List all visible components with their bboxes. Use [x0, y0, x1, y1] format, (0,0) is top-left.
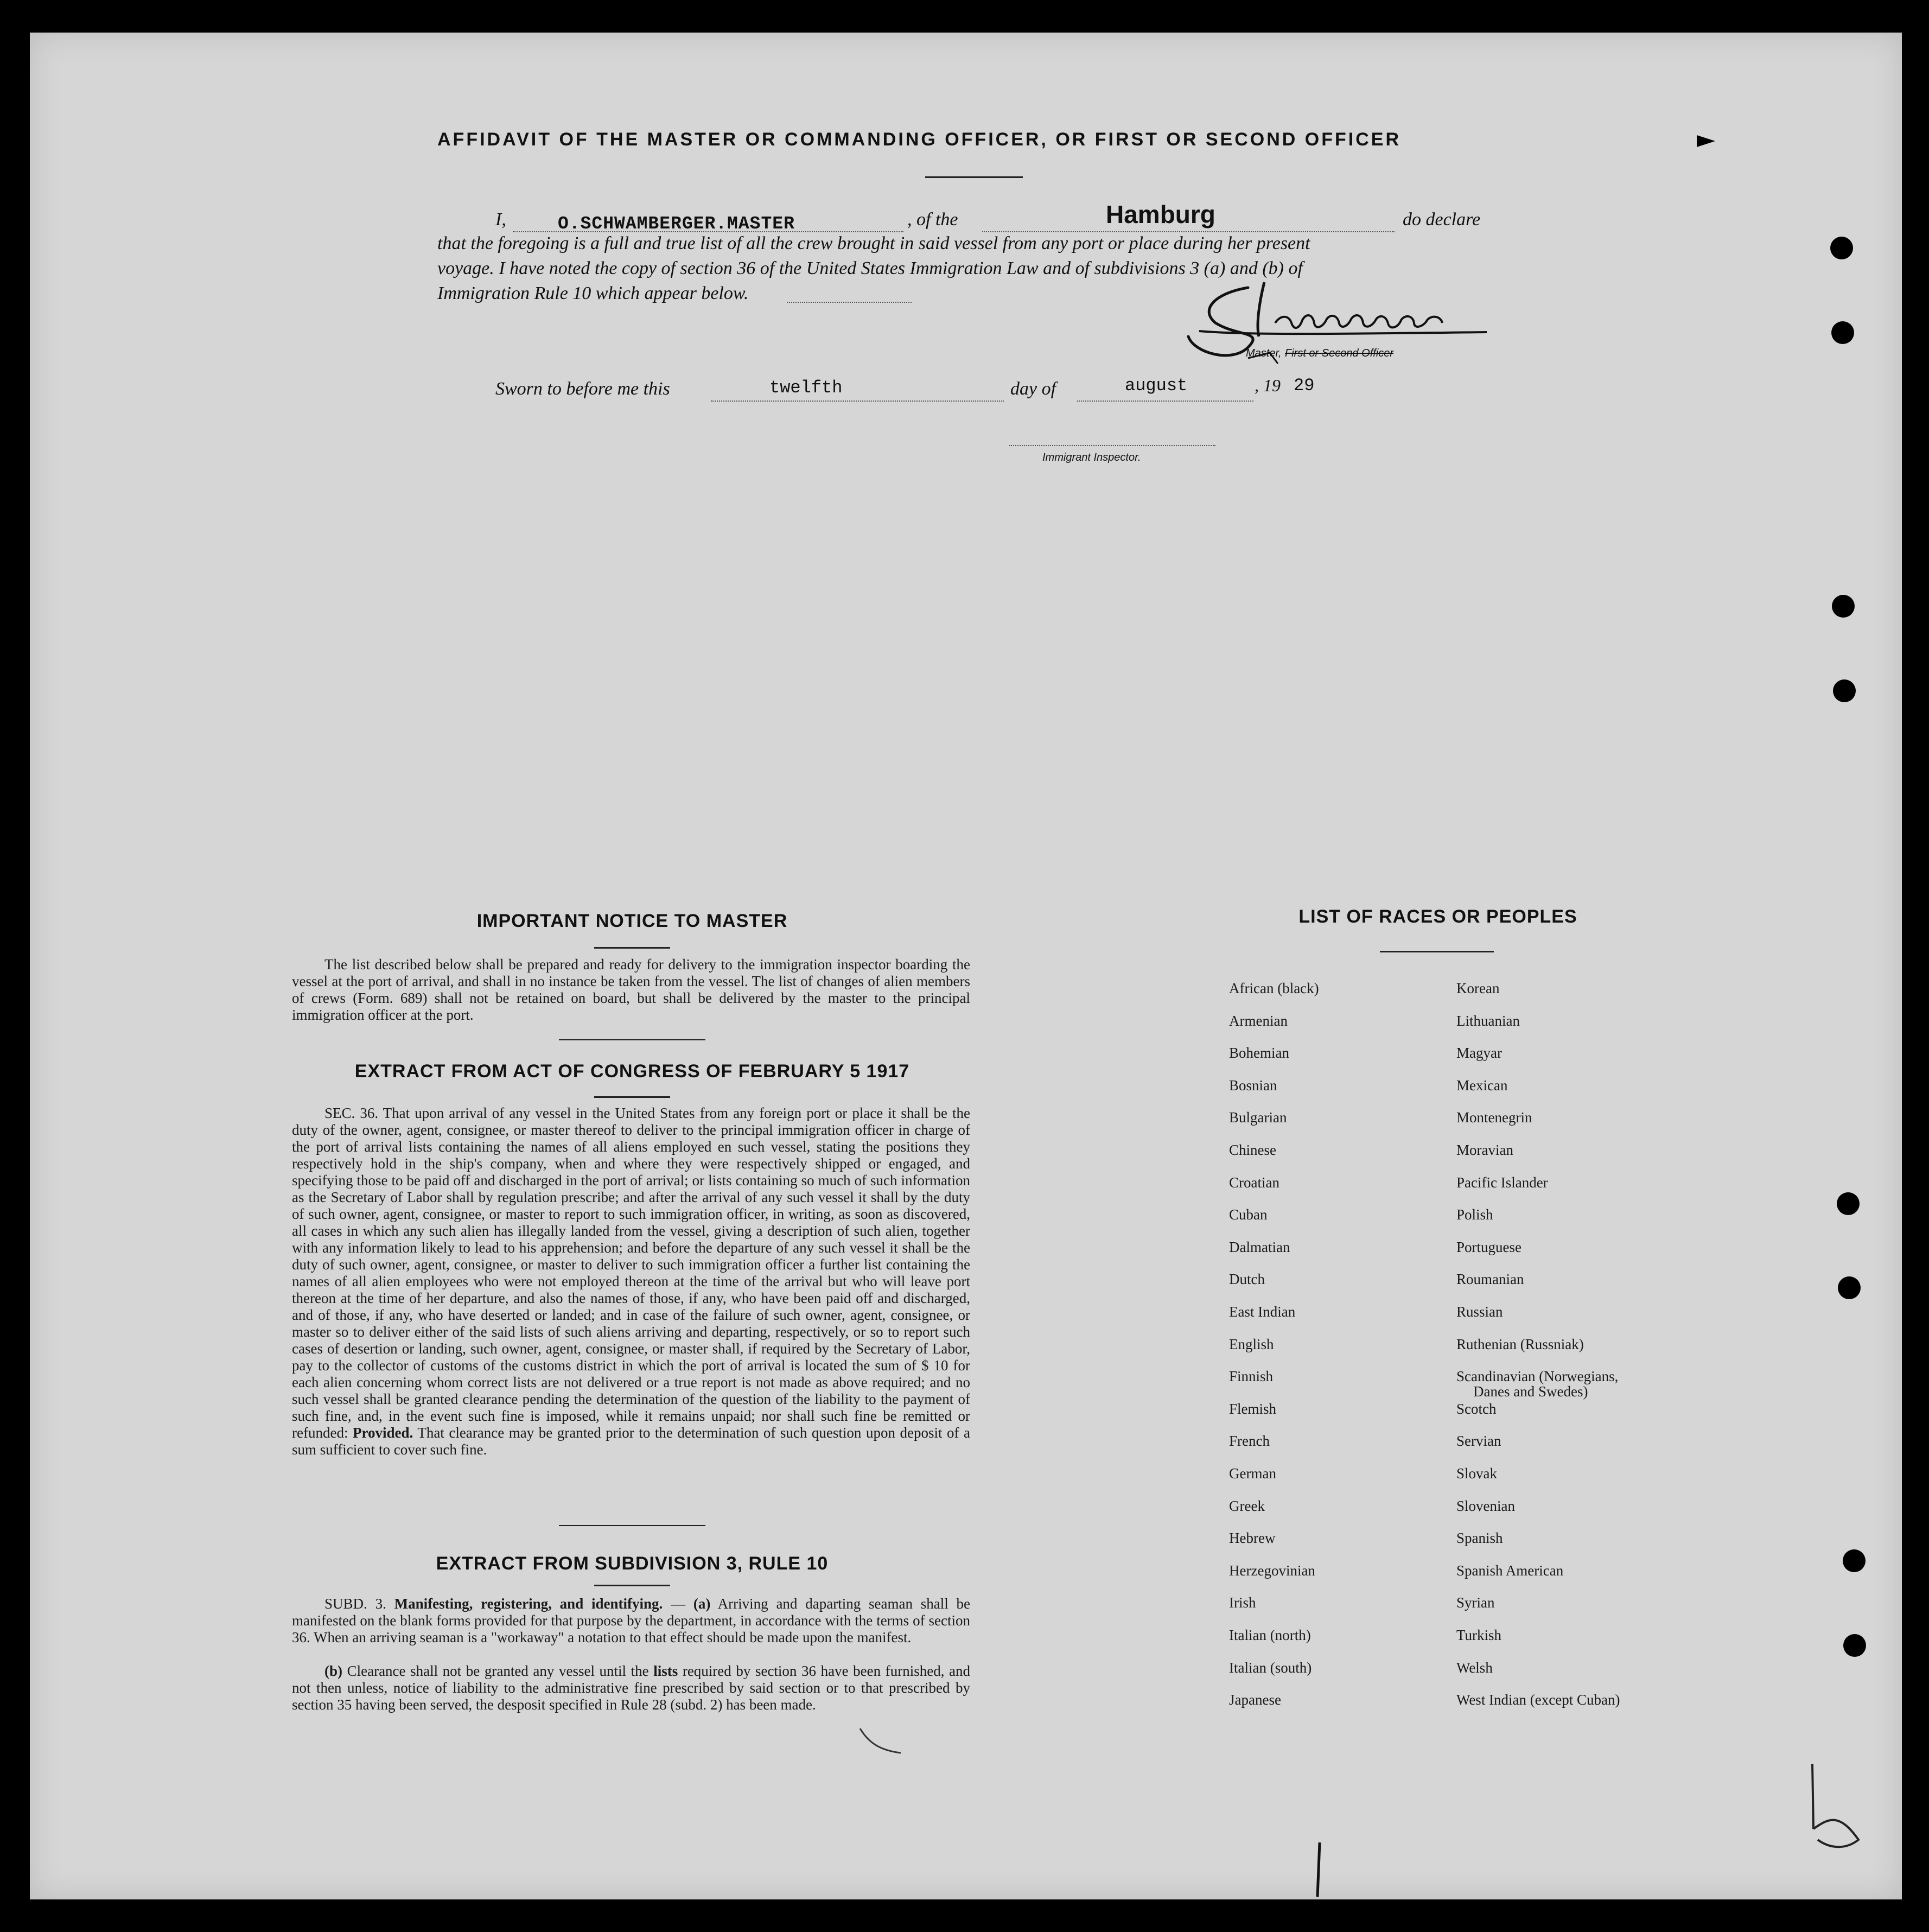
act-divider	[559, 1525, 705, 1526]
subd-dash: —	[671, 1596, 686, 1612]
sworn-month: august	[1125, 376, 1188, 396]
race-item: Hebrew	[1229, 1530, 1276, 1546]
race-item: Magyar	[1456, 1045, 1502, 1061]
subd-b-text-2: required by section 36 have been furnished, and not then unless, notice of liability to the administrative fine prescribed by said section or to that prescribed by section 35 having been served, the desposit specified in Rule 28 (subd. 2) has been made.	[292, 1663, 971, 1713]
subdivision-title: EXTRACT FROM SUBDIVISION 3, RULE 10	[436, 1553, 829, 1574]
race-item: German	[1229, 1465, 1276, 1482]
race-item: African (black)	[1229, 980, 1319, 996]
punch-hole	[1830, 237, 1853, 259]
race-item: Spanish	[1456, 1530, 1503, 1546]
race-item: Dalmatian	[1229, 1239, 1290, 1255]
signature-caption-struck: First or Second Officer	[1285, 347, 1394, 359]
subd-a-label: (a)	[693, 1596, 711, 1612]
subd-a-text: Arriving and daparting seaman shall be manifested on the blank forms provided for that purpose by the department, in accordance with the terms of section 36. When an arriving seaman is a "workaway" a notation to that effect should be made upon the manifest.	[292, 1596, 971, 1645]
race-item: Herzegovinian	[1229, 1562, 1315, 1579]
vessel-name: Hamburg	[1106, 200, 1215, 228]
signature-caption-master: Master,	[1246, 347, 1282, 359]
race-item: English	[1229, 1336, 1274, 1352]
subdivision-a	[292, 1596, 970, 1646]
punch-hole	[1832, 595, 1855, 618]
race-item: Russian	[1456, 1304, 1503, 1320]
day-of-label: day of	[1010, 379, 1056, 399]
subd-heading: Manifesting, registering, and identifying.	[394, 1596, 663, 1612]
inspector-line	[1009, 445, 1215, 446]
race-item: Greek	[1229, 1498, 1265, 1514]
affidavit-line-3: voyage. I have noted the copy of section 36 of the United States Immigration Law and of subdivisions 3 (a) and (b) of	[437, 258, 1303, 278]
race-item: French	[1229, 1433, 1270, 1449]
race-item-continuation: Danes and Swedes)	[1473, 1383, 1588, 1400]
race-item: Mexican	[1456, 1077, 1508, 1094]
subd-b-lists: lists	[653, 1663, 678, 1679]
subdivision-b	[292, 1663, 970, 1713]
punch-hole	[1833, 679, 1856, 702]
act-text	[292, 1105, 970, 1458]
race-item: Croatian	[1229, 1174, 1279, 1191]
affidavit-title: AFFIDAVIT OF THE MASTER OR COMMANDING OFFICER, OR FIRST OR SECOND OFFICER	[437, 129, 1401, 150]
race-item: Irish	[1229, 1594, 1256, 1611]
sworn-month-line	[1077, 401, 1253, 402]
notice-text: The list described below shall be prepared and ready for delivery to the immigration inspector boarding the vessel at the port of arrival, and shall in no instance be taken from the vessel. The list of changes of alien members of crews (Form. 689) shall not be retained on board, but shall be delivered by the master to the principal immigration officer at the port.	[292, 956, 970, 1023]
race-item: Syrian	[1456, 1594, 1495, 1611]
race-item: Korean	[1456, 980, 1500, 996]
sworn-label: Sworn to before me this	[495, 379, 670, 399]
punch-hole	[1838, 1276, 1861, 1299]
act-provided: Provided.	[353, 1425, 413, 1441]
subd-prefix: SUBD. 3.	[324, 1596, 386, 1612]
race-item: Pacific Islander	[1456, 1174, 1548, 1191]
race-item: Ruthenian (Russniak)	[1456, 1336, 1584, 1352]
race-item: Bohemian	[1229, 1045, 1289, 1061]
act-text-end: That clearance may be granted prior to the determination of such question upon deposit of a sum sufficient to cover such fine.	[292, 1425, 971, 1458]
act-text-main: SEC. 36. That upon arrival of any vessel in the United States from any foreign port or place it shall be the duty of the owner, agent, consignee, or master thereof to deliver to the principal immigration officer in charge of the port of arrival lists containing the names of all aliens employed en such vessel, stating the positions they respectively hold in the ship's company, when and where they were respectively shipped or engaged, and specifying those to be paid off and discharged in the port of arrival; or lists containing so much of such information as the Secretary of Labor shall by regulation prescribe; and after the arrival of any such vessel it shall by the duty of such owner, agent, consignee, or master to report to such immigration officer, in writing, as soon as discovered, all cases in which any such alien has illegally landed from the vessel, giving a description of such alien, together with any information likely to lead to his apprehension; and before the departure of any such vessel it shall be the duty of such owner, agent, consignee, or master to deliver to such immigration officer a further list containing the names of all alien employees who were not employed thereon at the time of the arrival but who will leave port thereon at the time of her departure, and also the names of those, if any, who have been paid off and discharged, and of those, if any, who have deserted or landed; and in case of the failure of such owner, agent, consignee, or master so to deliver either of the said lists of such aliens arriving and departing, respectively, or so to report such cases of desertion or landing, such owner, agent, consignee, or master shall, if required by the Secretary of Labor, pay to the collector of customs of the customs district in which the port of arrival is located the sum of $ 10 for each alien concerning whom correct lists are not delivered or a true report is not made as above required; and no such vessel shall be granted clearance pending the determination of the question of the liability to the payment of such fine, and, in the event such fine is imposed, while it remains unpaid; nor shall such fine be remitted or refunded:	[292, 1105, 970, 1441]
sworn-day-line	[711, 401, 1004, 402]
race-item: Armenian	[1229, 1013, 1288, 1029]
affidavit-line-4: Immigration Rule 10 which appear below.	[437, 283, 749, 303]
race-item: West Indian (except Cuban)	[1456, 1692, 1620, 1708]
inspector-caption: Immigrant Inspector.	[1042, 452, 1141, 463]
races-title: LIST OF RACES OR PEOPLES	[1298, 906, 1577, 927]
race-item: Italian (south)	[1229, 1660, 1312, 1676]
race-item: Roumanian	[1456, 1271, 1524, 1287]
act-title: EXTRACT FROM ACT OF CONGRESS OF FEBRUARY 5 1917	[354, 1061, 910, 1082]
notice-rule	[594, 947, 670, 949]
race-item: Finnish	[1229, 1368, 1274, 1384]
race-item: Cuban	[1229, 1206, 1268, 1223]
punch-hole	[1843, 1549, 1866, 1572]
year-prefix: , 19	[1255, 376, 1281, 395]
race-item: East Indian	[1229, 1304, 1296, 1320]
race-item: Slovak	[1456, 1465, 1498, 1482]
punch-hole	[1831, 321, 1854, 344]
of-the-label: , of the	[907, 209, 958, 230]
race-item: Japanese	[1229, 1692, 1281, 1708]
punch-hole	[1837, 1192, 1860, 1215]
affidavit-line-2: that the foregoing is a full and true list of all the crew brought in said vessel from any port or place during her present	[437, 233, 1310, 253]
race-item: Polish	[1456, 1206, 1493, 1223]
arrow-mark-icon	[1696, 133, 1717, 149]
scan-mark	[857, 1726, 906, 1758]
title-rule	[925, 176, 1023, 178]
notice-title: IMPORTANT NOTICE TO MASTER	[476, 911, 788, 931]
race-item: Flemish	[1229, 1401, 1277, 1417]
i-label: I,	[495, 209, 506, 230]
race-item: Portuguese	[1456, 1239, 1521, 1255]
races-rule	[1380, 951, 1494, 952]
punch-hole	[1843, 1634, 1866, 1657]
race-item: Scotch	[1456, 1401, 1497, 1417]
subd-b-label: (b)	[324, 1663, 342, 1679]
act-rule	[594, 1096, 670, 1098]
race-item: Turkish	[1456, 1627, 1502, 1643]
race-item: Dutch	[1229, 1271, 1265, 1287]
race-item: Welsh	[1456, 1660, 1493, 1676]
subd-b-text-1: Clearance shall not be granted any vessel until the	[347, 1663, 649, 1679]
race-item: Montenegrin	[1456, 1109, 1532, 1126]
race-item: Moravian	[1456, 1142, 1513, 1158]
race-item: Bosnian	[1229, 1077, 1277, 1094]
race-item: Spanish American	[1456, 1562, 1564, 1579]
race-item: Lithuanian	[1456, 1013, 1520, 1029]
year-suffix: 29	[1294, 376, 1315, 396]
sworn-day: twelfth	[769, 378, 843, 398]
vessel-line	[982, 231, 1395, 232]
race-item: Chinese	[1229, 1142, 1276, 1158]
master-name-stamp: O.SCHWAMBERGER.MASTER	[558, 214, 795, 234]
race-item: Scandinavian (Norwegians,	[1456, 1368, 1619, 1384]
race-item: Italian (north)	[1229, 1627, 1311, 1643]
race-item: Slovenian	[1456, 1498, 1515, 1514]
do-declare-label: do declare	[1403, 209, 1481, 230]
scan-mark	[1313, 1840, 1324, 1899]
line-4-filler	[787, 302, 912, 303]
race-item: Bulgarian	[1229, 1109, 1287, 1126]
scan-mark	[1807, 1758, 1867, 1856]
subdivision-rule	[594, 1585, 670, 1586]
notice-divider	[559, 1039, 705, 1040]
race-item: Servian	[1456, 1433, 1501, 1449]
